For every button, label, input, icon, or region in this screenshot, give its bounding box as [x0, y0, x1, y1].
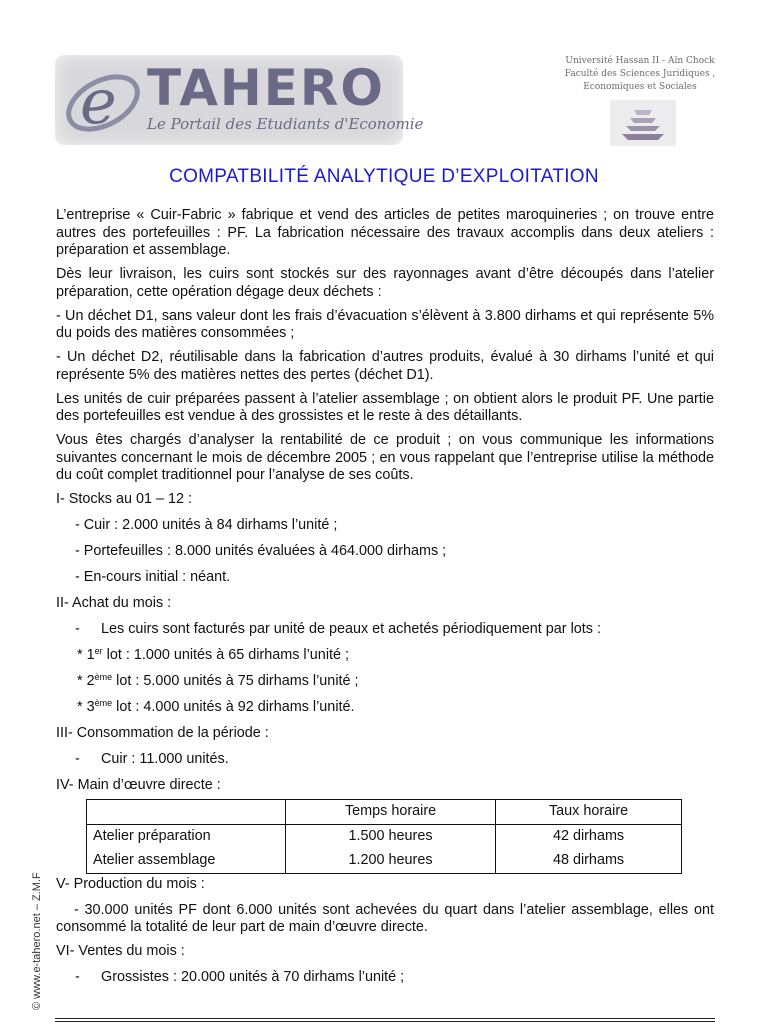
footer-divider	[55, 1021, 715, 1022]
page-title: COMPATBILITÉ ANALYTIQUE D’EXPLOITATION	[169, 166, 599, 187]
lot-item: * 1er lot : 1.000 unités à 65 dirhams l’unité ;	[77, 646, 350, 663]
lot-item: * 3ème lot : 4.000 unités à 92 dirhams l’unité.	[77, 698, 355, 715]
footer-divider	[55, 1018, 715, 1019]
paragraph: Vous êtes chargés d’analyser la rentabilité de ce produit ; on vous communique les informations suivantes concernant le mois de décembre 2005 ; en vous rappelant que l’entreprise utilise la méthode du coût complet traditionnel pour l’analyse de ses coûts.	[56, 432, 714, 483]
section-heading: VI- Ventes du mois :	[56, 943, 185, 959]
logo-tagline: Le Portail des Etudiants d'Economie	[147, 115, 424, 133]
university-emblem-icon	[610, 100, 676, 146]
list-item: - Portefeuilles : 8.000 unités évaluées à 464.000 dirhams ;	[75, 543, 447, 559]
paragraph: - 30.000 unités PF dont 6.000 unités sont achevées du quart dans l’atelier assemblage, elles ont consommé la totalité de leur part de main d’œuvre directe.	[56, 901, 714, 935]
table-header-row: Temps horaire Taux horaire	[87, 799, 682, 824]
table-row: Atelier assemblage 1.200 heures 48 dirhams	[87, 849, 682, 874]
etahero-logo	[55, 55, 424, 145]
section-heading: IV- Main d’œuvre directe :	[56, 777, 221, 793]
section-heading: I- Stocks au 01 – 12 :	[56, 491, 192, 507]
list-item: - Les cuirs sont facturés par unité de peaux et achetés périodiquement par lots :	[75, 621, 601, 637]
lot-item: * 2ème lot : 5.000 unités à 75 dirhams l’unité ;	[77, 672, 359, 689]
paragraph: L’entreprise « Cuir-Fabric » fabrique et vend des articles de petites maroquineries ; on trouve entre autres des portefeuilles : PF. La fabrication nécessaire des travaux accomplis dans deux ateliers : préparation et assemblage.	[56, 207, 714, 258]
list-item: - Grossistes : 20.000 unités à 70 dirhams l’unité ;	[75, 969, 405, 985]
section-heading: II- Achat du mois :	[56, 595, 172, 611]
svg-text:e: e	[80, 65, 117, 138]
list-item: - En-cours initial : néant.	[75, 569, 231, 585]
logo-e-icon	[63, 59, 145, 141]
table-row: Atelier préparation 1.500 heures 42 dirhams	[87, 824, 682, 849]
university-name: Université Hassan II - Aïn Chock Faculté des Sciences Juridiques , Economiques et Sociales	[564, 56, 716, 92]
paragraph: - Un déchet D2, réutilisable dans la fabrication d’autres produits, évalué à 30 dirhams l’unité et qui représente 5% des matières nettes des pertes (déchet D1).	[56, 349, 714, 383]
list-item: - Cuir : 2.000 unités à 84 dirhams l’unité ;	[75, 517, 338, 533]
section-heading: V- Production du mois :	[56, 875, 205, 892]
paragraph: - Un déchet D1, sans valeur dont les frais d’évacuation s’élèvent à 3.800 dirhams et qui représente 5% du poids des matières consommées ;	[56, 307, 714, 341]
logo-name: TAHERO	[147, 59, 385, 117]
paragraph: Les unités de cuir préparées passent à l’atelier assemblage ; on obtient alors le produit PF. Une partie des portefeuilles est vendue à des grossistes et le reste à des détaillants.	[56, 390, 714, 424]
labor-table	[86, 799, 682, 874]
side-copyright: © www.e-tahero.net – Z.M.F	[31, 872, 43, 1010]
section-heading: III- Consommation de la période :	[56, 725, 269, 741]
paragraph: Dès leur livraison, les cuirs sont stockés sur des rayonnages avant d’être découpés dans l’atelier préparation, cette opération dégage deux déchets :	[56, 266, 714, 300]
exercise-body	[56, 207, 714, 995]
list-item: - Cuir : 11.000 unités.	[75, 751, 229, 767]
